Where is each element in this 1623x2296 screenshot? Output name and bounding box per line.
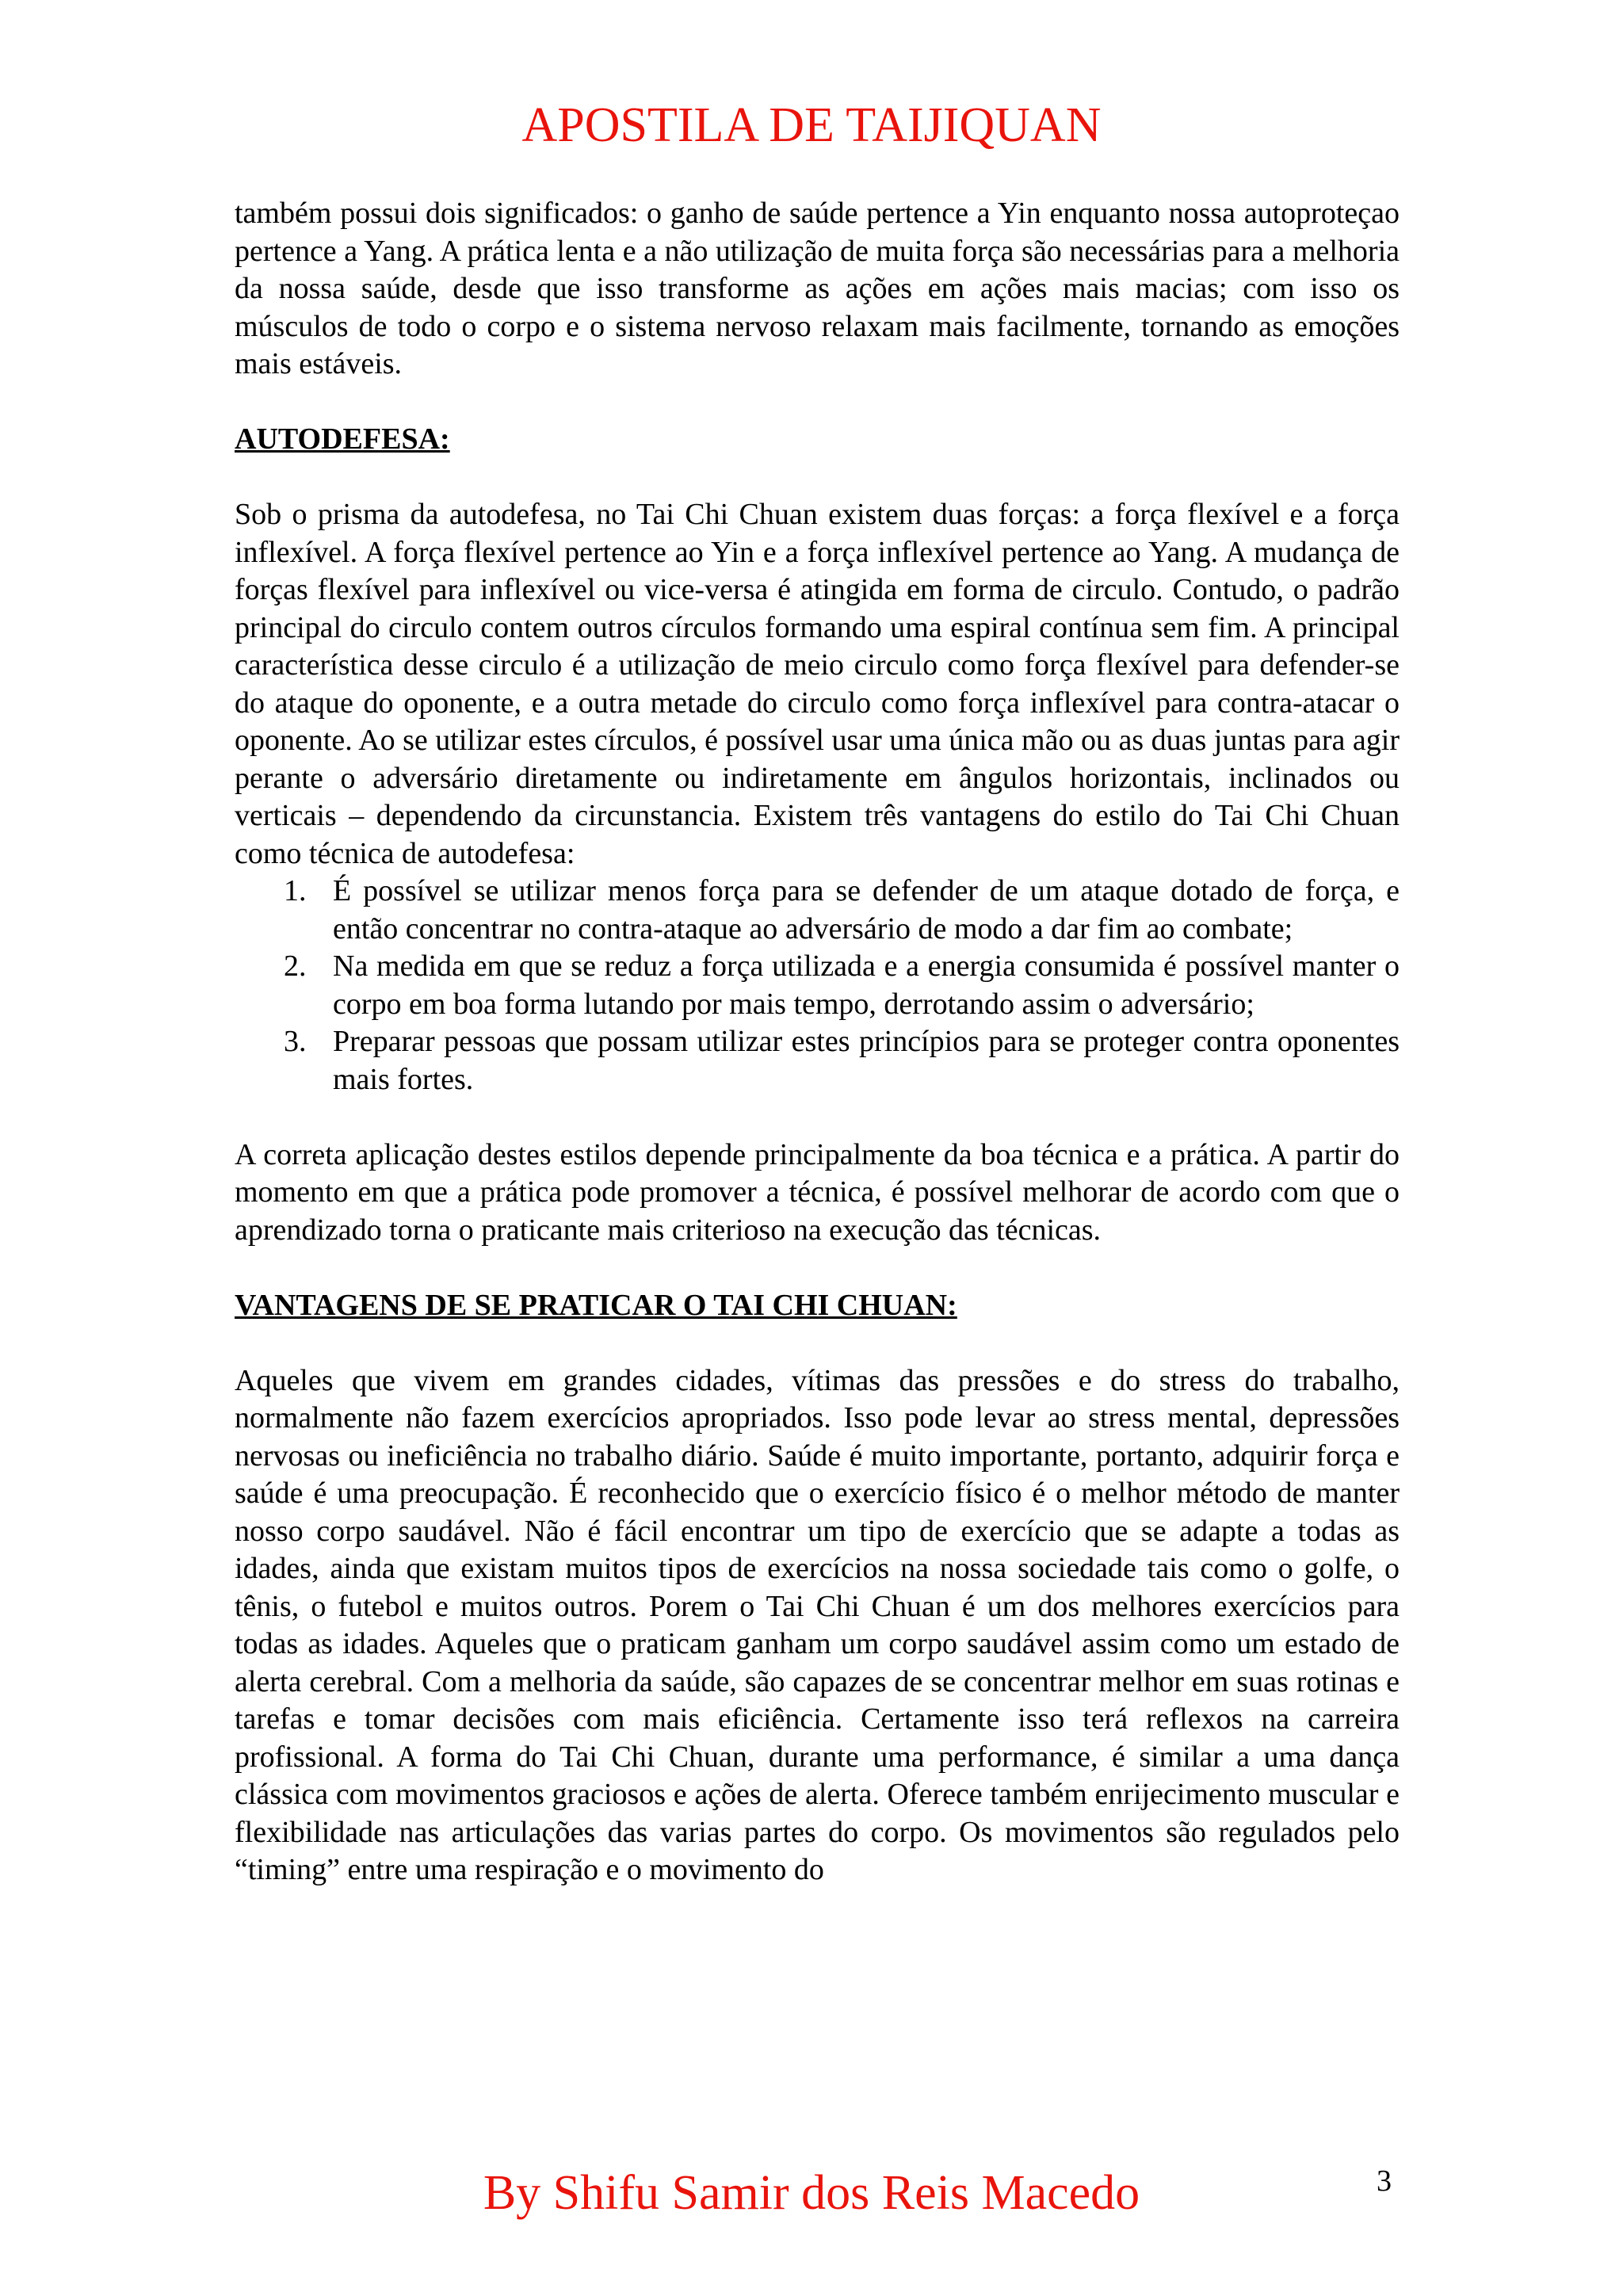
advantages-list xyxy=(235,873,1400,1098)
autodefesa-paragraph: Sob o prisma da autodefesa, no Tai Chi Chuan existem duas forças: a força flexível e a força inflexível. A força flexível pertence ao Yin e a força inflexível pertence ao Yang. A mudança de forças flexível para inflexível ou vice-versa é atingida em forma de circulo. Contudo, o padrão principal do circulo contem outros círculos formando uma espiral contínua sem fim. A principal característica desse circulo é a utilização de meio circulo como força flexível para defender-se do ataque do oponente, e a outra metade do circulo como força inflexível para contra-atacar o oponente. Ao se utilizar estes círculos, é possível usar uma única mão ou as duas juntas para agir perante o adversário diretamente ou indiretamente em ângulos horizontais, inclinados ou verticais – dependendo da circunstancia. Existem três vantagens do estilo do Tai Chi Chuan como técnica de autodefesa: xyxy=(235,498,1400,870)
paragraph-gap xyxy=(235,459,1400,497)
paragraph-gap xyxy=(235,1249,1400,1287)
list-item-number: 1. xyxy=(284,874,307,907)
section-heading-autodefesa: AUTODEFESA: xyxy=(235,422,450,456)
page-number: 3 xyxy=(1377,2164,1392,2198)
vantagens-paragraph: Aqueles que vivem em grandes cidades, vítimas das pressões e do stress do trabalho, normalmente não fazem exercícios apropriados. Isso pode levar ao stress mental, depressões nervosas ou ineficiência no trabalho diário. Saúde é muito importante, portanto, adquirir força e saúde é uma preocupação. É reconhecido que o exercício físico é o melhor método de manter nosso corpo saudável. Não é fácil encontrar um tipo de exercício que se adapte a todas as idades, ainda que existam muitos tipos de exercícios na nossa sociedade tais como o golfe, o tênis, o futebol e muitos outros. Porem o Tai Chi Chuan é um dos melhores exercícios para todas as idades. Aqueles que o praticam ganham um corpo saudável assim como um estado de alerta cerebral. Com a melhoria da saúde, são capazes de se concentrar melhor em suas rotinas e tarefas e tomar decisões com mais eficiência. Certamente isso terá reflexos na carreira profissional. A forma do Tai Chi Chuan, durante uma performance, é similar a uma dança clássica com movimentos graciosos e ações de alerta. Oferece também enrijecimento muscular e flexibilidade nas articulações das varias partes do corpo. Os movimentos são regulados pelo “timing” entre uma respiração e o movimento do xyxy=(235,1363,1400,1886)
list-item xyxy=(235,1023,1400,1098)
footer-author: By Shifu Samir dos Reis Macedo xyxy=(483,2166,1140,2220)
paragraph-gap xyxy=(235,1098,1400,1137)
paragraph-gap xyxy=(235,1324,1400,1362)
intro-paragraph: também possui dois significados: o ganho de saúde pertence a Yin enquanto nossa autoproteçao pertence a Yang. A prática lenta e a não utilização de muita força são necessárias para a melhoria da nossa saúde, desde que isso transforme as ações em ações mais macias; com isso os músculos de todo o corpo e o sistema nervoso relaxam mais facilmente, tornando as emoções mais estáveis. xyxy=(235,197,1400,380)
section-autodefesa xyxy=(235,421,1400,1249)
list-item-number: 3. xyxy=(284,1025,307,1058)
list-item-text: Na medida em que se reduz a força utilizada e a energia consumida é possível manter o corpo em boa forma lutando por mais tempo, derrotando assim o adversário; xyxy=(333,949,1400,1021)
document-header-title: APOSTILA DE TAIJIQUAN xyxy=(521,98,1102,152)
paragraph-gap xyxy=(235,384,1400,422)
list-item xyxy=(235,948,1400,1023)
list-item-text: É possível se utilizar menos força para se defender de um ataque dotado de força, e então concentrar no contra-ataque ao adversário de modo a dar fim ao combate; xyxy=(333,874,1400,946)
section-vantagens xyxy=(235,1287,1400,1889)
list-item-text: Preparar pessoas que possam utilizar estes princípios para se proteger contra oponentes mais fortes. xyxy=(333,1025,1400,1096)
list-item-number: 2. xyxy=(284,949,307,983)
list-item xyxy=(235,873,1400,948)
autodefesa-closing-paragraph: A correta aplicação destes estilos depende principalmente da boa técnica e a prática. A partir do momento em que a prática pode promover a técnica, é possível melhorar de acordo com que o aprendizado torna o praticante mais criterioso na execução das técnicas. xyxy=(235,1137,1400,1247)
document-body xyxy=(235,195,1400,1889)
section-heading-vantagens: VANTAGENS DE SE PRATICAR O TAI CHI CHUAN: xyxy=(235,1288,957,1322)
